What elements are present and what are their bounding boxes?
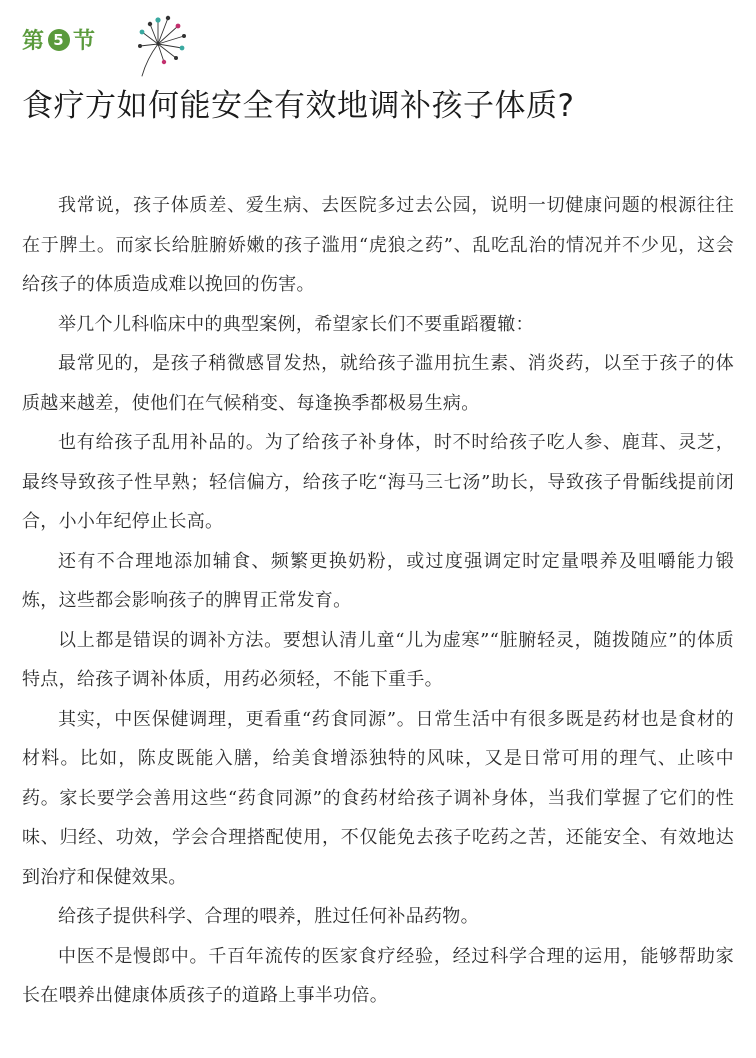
section-header <box>20 18 240 76</box>
section-suffix: 节 <box>73 28 97 54</box>
paragraph: 举几个儿科临床中的典型案例，希望家长们不要重蹈覆辙： <box>58 313 534 335</box>
paragraph: 我常说，孩子体质差、爱生病、去医院多过去公园，说明一切健康问题的根源往往在于脾土。而家长给脏腑娇嫩的孩子滥用“虎狼之药”、乱吃乱治的情况并不少见，这会给孩子的体质造成难以挽回的伤害。 <box>22 195 734 295</box>
paragraph: 给孩子提供科学、合理的喂养，胜过任何补品药物。 <box>58 906 479 927</box>
section-number-badge: 5 <box>48 29 70 51</box>
page-title: 食疗方如何能安全有效地调补孩子体质? <box>22 88 575 124</box>
section-label <box>22 24 96 55</box>
paragraph: 还有不合理地添加辅食、频繁更换奶粉，或过度强调定时定量喂养及咀嚼能力锻炼，这些都会影响孩子的脾胃正常发育。 <box>22 550 734 611</box>
section-prefix: 第 <box>22 28 46 54</box>
paragraph: 其实，中医保健调理，更看重“药食同源”。日常生活中有很多既是药材也是食材的材料。比如，陈皮既能入膳，给美食增添独特的风味，又是日常可用的理气、止咳中药。家长要学会善用这些“药食同源”的食药材给孩子调补身体，当我们掌握了它们的性味、归经、功效，学会合理搭配使用，不仅能免去孩子吃药之苦，还能安全、有效地达到治疗和保健效果。 <box>22 708 734 888</box>
paragraph: 最常见的，是孩子稍微感冒发热，就给孩子滥用抗生素、消炎药，以至于孩子的体质越来越差，使他们在气候稍变、每逢换季都极易生病。 <box>22 353 734 414</box>
paragraph: 以上都是错误的调补方法。要想认清儿童“儿为虚寒”“脏腑轻灵，随拨随应”的体质特点，给孩子调补体质，用药必须轻，不能下重手。 <box>22 629 734 690</box>
dandelion-icon <box>128 14 192 78</box>
paragraph: 也有给孩子乱用补品的。为了给孩子补身体，时不时给孩子吃人参、鹿茸、灵芝，最终导致孩子性早熟；轻信偏方，给孩子吃“海马三七汤”助长，导致孩子骨骺线提前闭合，小小年纪停止长高。 <box>22 432 734 532</box>
paragraph: 中医不是慢郎中。千百年流传的医家食疗经验，经过科学合理的运用，能够帮助家长在喂养出健康体质孩子的道路上事半功倍。 <box>22 945 734 1006</box>
body-text <box>22 186 734 1016</box>
